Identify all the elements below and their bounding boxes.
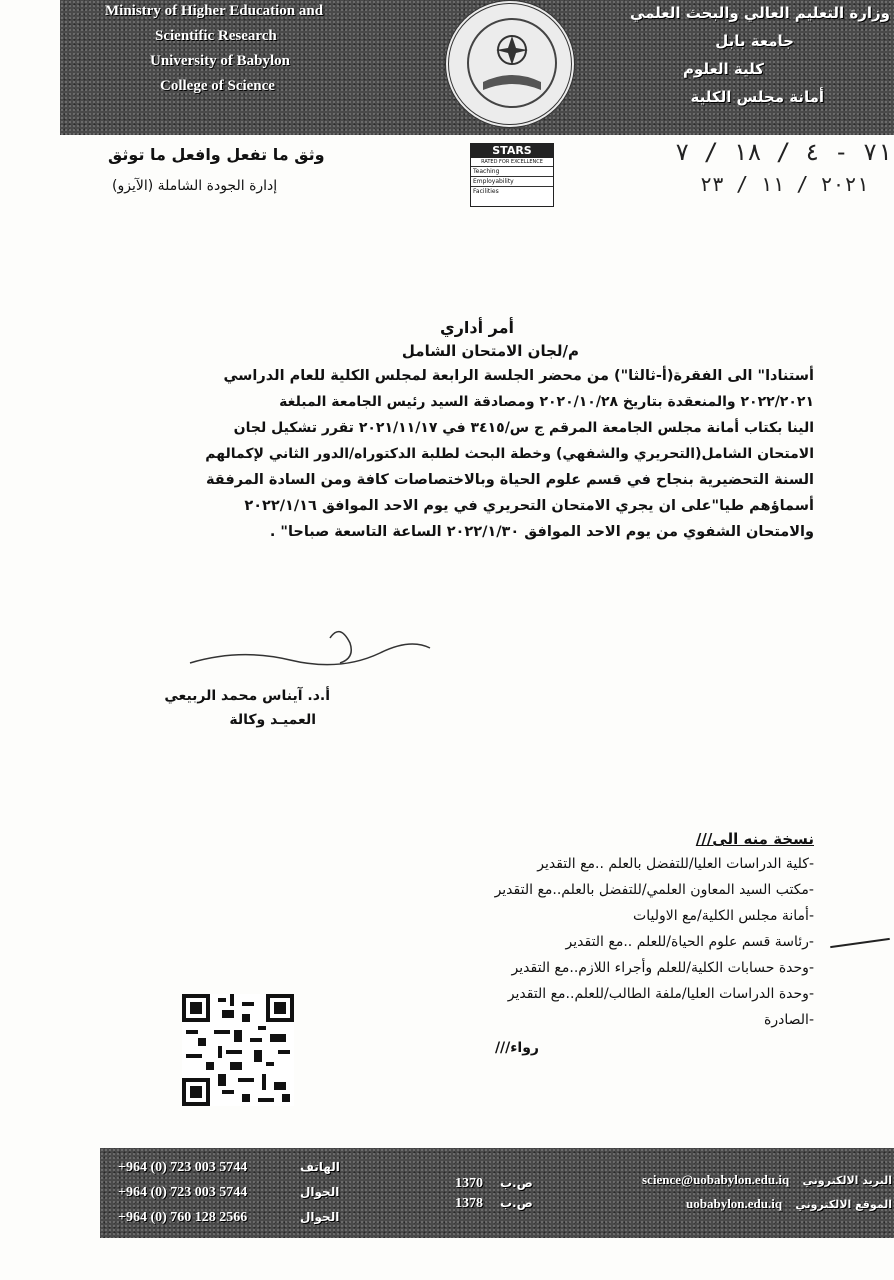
- college-en: College of Science: [160, 78, 275, 94]
- council-ar: أمانة مجلس الكلية: [690, 88, 824, 106]
- reference-date: ٢٠٢١ / ١١ / ٢٣: [700, 172, 869, 196]
- copy-recipient: -أمانة مجلس الكلية/مع الاوليات: [633, 908, 814, 924]
- phone-label: الجوال: [300, 1210, 340, 1224]
- order-subject: م/لجان الامتحان الشامل: [401, 342, 579, 360]
- contact-email: science@uobabylon.edu.iq: [642, 1172, 790, 1187]
- university-seal: [445, 0, 575, 128]
- seal-emblem-icon: [467, 18, 557, 108]
- university-en: University of Babylon: [150, 53, 291, 69]
- pobox-number: 1370: [455, 1176, 483, 1191]
- copies-heading: نسخة منه الى///: [695, 830, 814, 848]
- ministry-ar: وزارة التعليم العالي والبحث العلمي: [629, 4, 890, 22]
- qr-code-icon: [182, 994, 294, 1106]
- order-line: ٢٠٢٢/٢٠٢١ والمنعقدة بتاريخ ٢٠٢٠/١٠/٢٨ ومصادقة السيد رئيس الجامعة المبلغة: [279, 394, 814, 410]
- stamp-row: Employability: [471, 176, 553, 186]
- copy-recipient: -مكتب السيد المعاون العلمي/للتفضل بالعلم..مع التقدير: [494, 882, 814, 898]
- margin-mark: [830, 938, 890, 948]
- pobox-label: ص.ب: [500, 1176, 533, 1190]
- signatory-title: العميـد وكالة: [229, 712, 316, 728]
- order-line: والامتحان الشفوي من يوم الاحد الموافق ٢٠٢٢/١/٣٠ الساعة التاسعة صباحا" .: [269, 524, 814, 540]
- research-en: Scientific Research: [155, 28, 277, 44]
- copy-recipient: -وحدة الدراسات العليا/ملفة الطالب/للعلم..مع التقدير: [507, 986, 814, 1002]
- order-line: الينا بكتاب أمانة مجلس الجامعة المرقم ج س/٣٤١٥ في ٢٠٢١/١١/١٧ تقرر تشكيل لجان: [233, 420, 814, 436]
- order-title: أمر أداري: [440, 318, 514, 337]
- contact-website: uobabylon.edu.iq: [686, 1196, 783, 1211]
- stamp-row: Teaching: [471, 166, 553, 176]
- pobox-number: 1378: [455, 1196, 483, 1211]
- motto: وثق ما تفعل وافعل ما توثق: [108, 145, 325, 164]
- typist-note: رواء///: [494, 1040, 539, 1056]
- ministry-en: Ministry of Higher Education and: [105, 3, 324, 19]
- college-ar: كلية العلوم: [682, 60, 764, 78]
- order-line: أسماؤهم طيا"على ان يجري الامتحان التحريري في يوم الاحد الموافق ٢٠٢٢/١/١٦: [244, 498, 814, 514]
- stars-rating-stamp: [470, 143, 554, 207]
- phone-label: الجوال: [300, 1185, 340, 1199]
- quality-dept: إدارة الجودة الشاملة (الآيزو): [112, 178, 278, 194]
- order-line: أستنادا" الى الفقرة(أ-ثالثا") من محضر الجلسة الرابعة لمجلس الكلية للعام الدراسي: [223, 368, 814, 384]
- phone-label: الهاتف: [300, 1160, 340, 1174]
- copy-recipient: -رئاسة قسم علوم الحياة/للعلم ..مع التقدير: [565, 934, 814, 950]
- copy-recipient: -كلية الدراسات العليا/للتفضل بالعلم ..مع التقدير: [537, 856, 814, 872]
- university-ar: جامعة بابل: [715, 32, 794, 50]
- stamp-title: STARS: [471, 144, 553, 158]
- copy-recipient: -الصادرة: [764, 1012, 814, 1028]
- signatory-name: أ.د. آيناس محمد الربيعي: [164, 688, 330, 704]
- contact-label: البريد الالكتروني: [802, 1174, 892, 1187]
- order-line: الامتحان الشامل(التحريري والشفهي) وخطة البحث لطلبة الدكتوراه/الدور الثاني لإكمالهم: [205, 446, 814, 462]
- phone-number: +964 (0) 723 003 5744: [118, 1160, 248, 1175]
- copy-recipient: -وحدة حسابات الكلية/للعلم وأجراء اللازم..مع التقدير: [511, 960, 814, 976]
- signature-scribble: [180, 618, 440, 678]
- reference-number: ٧١ - ٤ / ١٨ / ٧: [675, 138, 892, 166]
- phone-number: +964 (0) 760 128 2566: [118, 1210, 248, 1225]
- stamp-row: Facilities: [471, 186, 553, 196]
- order-line: السنة التحضيرية بنجاح في قسم علوم الحياة وبالاختصاصات كافة ومن السادة المرفقة: [205, 472, 814, 488]
- pobox-label: ص.ب: [500, 1196, 533, 1210]
- phone-number: +964 (0) 723 003 5744: [118, 1185, 248, 1200]
- contact-label: الموقع الالكتروني: [795, 1198, 892, 1211]
- stamp-sub: RATED FOR EXCELLENCE: [481, 159, 543, 165]
